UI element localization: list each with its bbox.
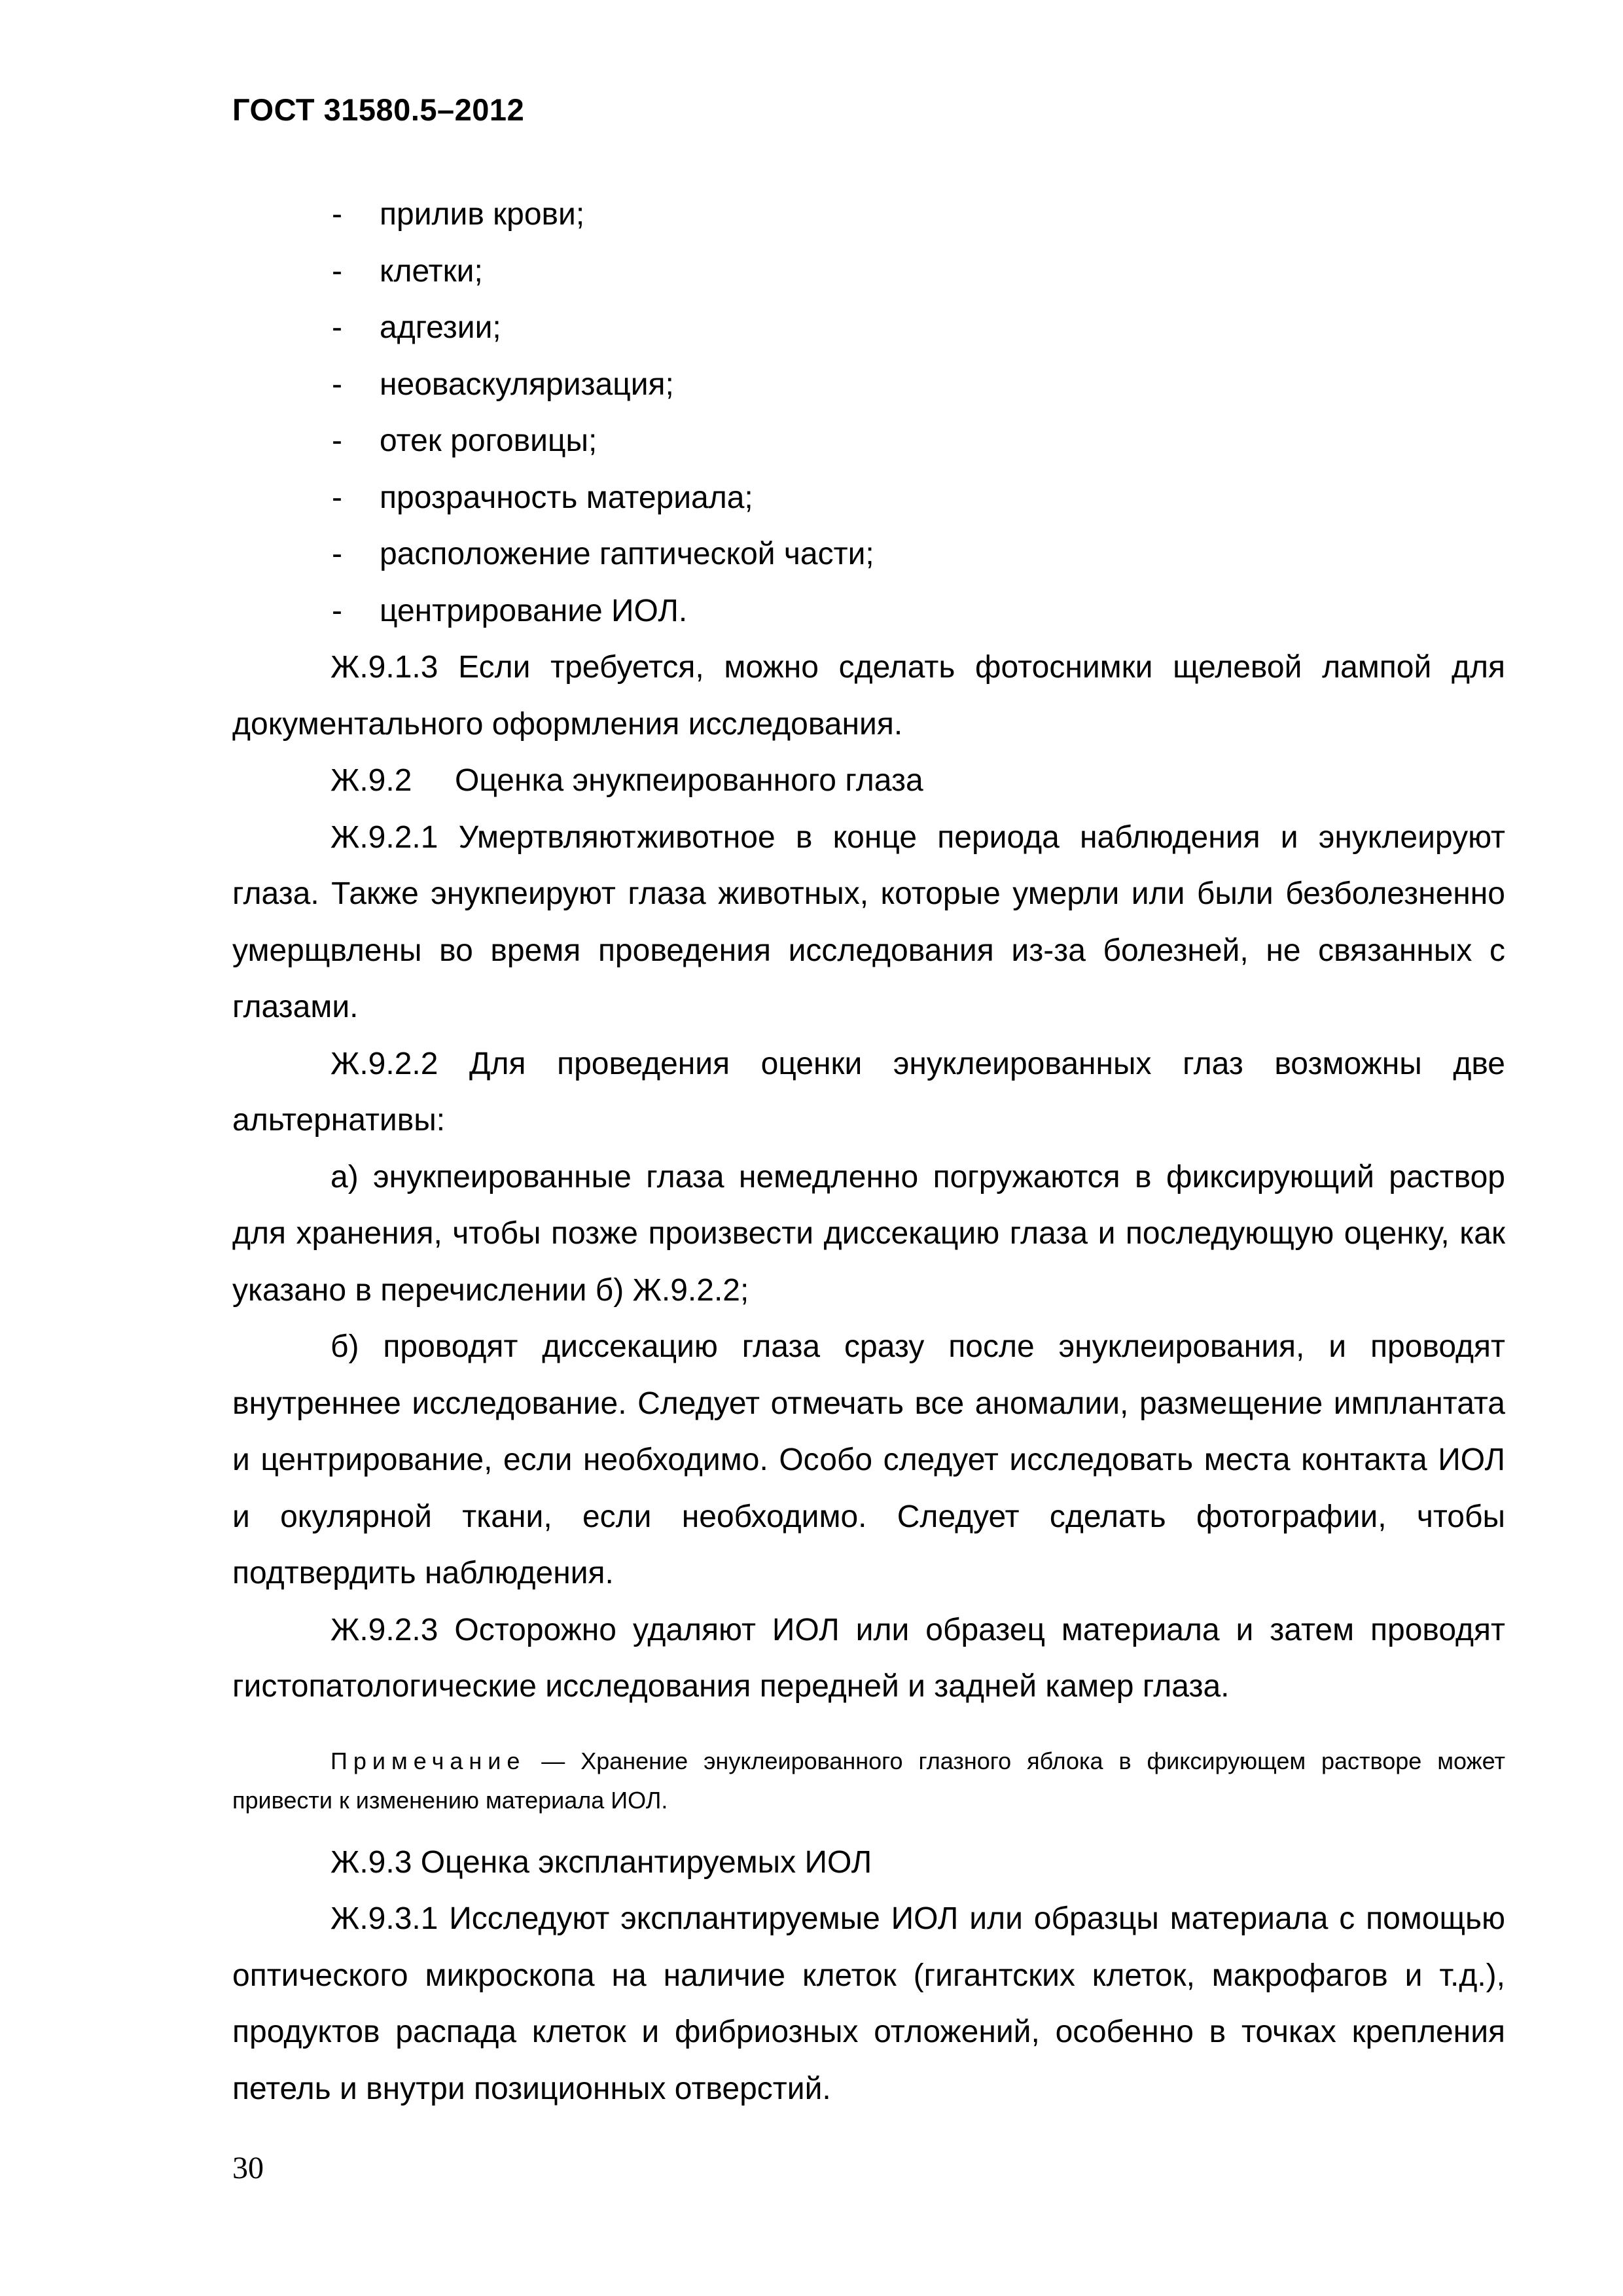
- paragraph-9-2-1: Ж.9.2.1 Умертвляютживотное в конце периода наблюдения и энуклеируют глаза. Также энукпеируют глаза животных, которые умерли или были безболезненно умерщвлены во время проведения исследования из-за болезней, не связанных с глазами.: [232, 819, 1505, 1024]
- paragraph-9-2-3: Ж.9.2.3 Осторожно удаляют ИОЛ или образец материала и затем проводят гистопатологические исследования передней и задней камер глаза.: [232, 1612, 1505, 1704]
- list-item-text: расположение гаптической части;: [380, 537, 874, 571]
- list-item-text: клетки;: [380, 253, 483, 289]
- paragraph-9-2-2: Ж.9.2.2 Для проведения оценки энуклеированных глаз возможны две альтернативы:: [232, 1046, 1505, 1138]
- list-dash: -: [332, 367, 342, 402]
- list-item: [232, 526, 1505, 583]
- note-text: — Хранение энуклеированного глазного яблока в фиксирующем растворе может привести к изменению материала ИОЛ.: [232, 1747, 1505, 1814]
- note-label: Примечание: [330, 1747, 526, 1774]
- list-item-text: прозрачность материала;: [380, 480, 753, 515]
- list-dash: -: [332, 253, 342, 289]
- paragraph-alt-b: б) проводят диссекацию глаза сразу после энуклеирования, и проводят внутреннее исследование. Следует отмечать все аномалии, размещение имплантата и центрирование, если необходимо. Особо следует исследовать места контакта ИОЛ и окулярной ткани, если необходимо. Следует сделать фотографии, чтобы подтвердить наблюдения.: [232, 1329, 1505, 1590]
- document-header: ГОСТ 31580.5–2012: [232, 92, 525, 127]
- list-dash: -: [332, 310, 342, 345]
- list-item: [232, 413, 1505, 470]
- observation-list: [232, 187, 1505, 639]
- list-item: [232, 470, 1505, 527]
- paragraph-alt-a: а) энукпеированные глаза немедленно погружаются в фиксирующий раствор для хранения, чтобы позже произвести диссекацию глаза и последующую оценку, как указано в перечислении б) Ж.9.2.2;: [232, 1159, 1505, 1308]
- section-number: Ж.9.2: [330, 763, 412, 798]
- list-item-text: прилив крови;: [380, 197, 585, 232]
- list-dash: -: [332, 197, 342, 232]
- list-dash: -: [332, 480, 342, 515]
- paragraph-9-1-3: Ж.9.1.3 Если требуется, можно сделать фотоснимки щелевой лампой для документального оформления исследования.: [232, 650, 1505, 742]
- page-number: 30: [232, 2151, 264, 2185]
- list-item: [232, 583, 1505, 640]
- list-item-text: отек роговицы;: [380, 423, 597, 458]
- list-dash: -: [332, 423, 342, 458]
- list-item-text: адгезии;: [380, 310, 501, 345]
- list-item-text: неоваскуляризация;: [380, 367, 674, 402]
- list-dash: -: [332, 593, 342, 628]
- document-body: [232, 187, 1505, 2117]
- section-heading-9-3: Ж.9.3 Оценка эксплантируемых ИОЛ: [330, 1844, 872, 1880]
- list-item: [232, 357, 1505, 414]
- list-item: [232, 187, 1505, 243]
- paragraph-9-3-1: Ж.9.3.1 Исследуют эксплантируемые ИОЛ или образцы материала с помощью оптического микроскопа на наличие клеток (гигантских клеток, макрофагов и т.д.), продуктов распада клеток и фибриозных отложений, особенно в точках крепления петель и внутри позиционных отверстий.: [232, 1901, 1505, 2106]
- list-dash: -: [332, 537, 342, 571]
- list-item: [232, 300, 1505, 357]
- list-item: [232, 243, 1505, 300]
- section-heading-9-2: [232, 753, 1505, 810]
- note: [232, 1742, 1505, 1820]
- list-item-text: центрирование ИОЛ.: [380, 593, 688, 628]
- section-title: Оценка энукпеированного глаза: [455, 763, 923, 798]
